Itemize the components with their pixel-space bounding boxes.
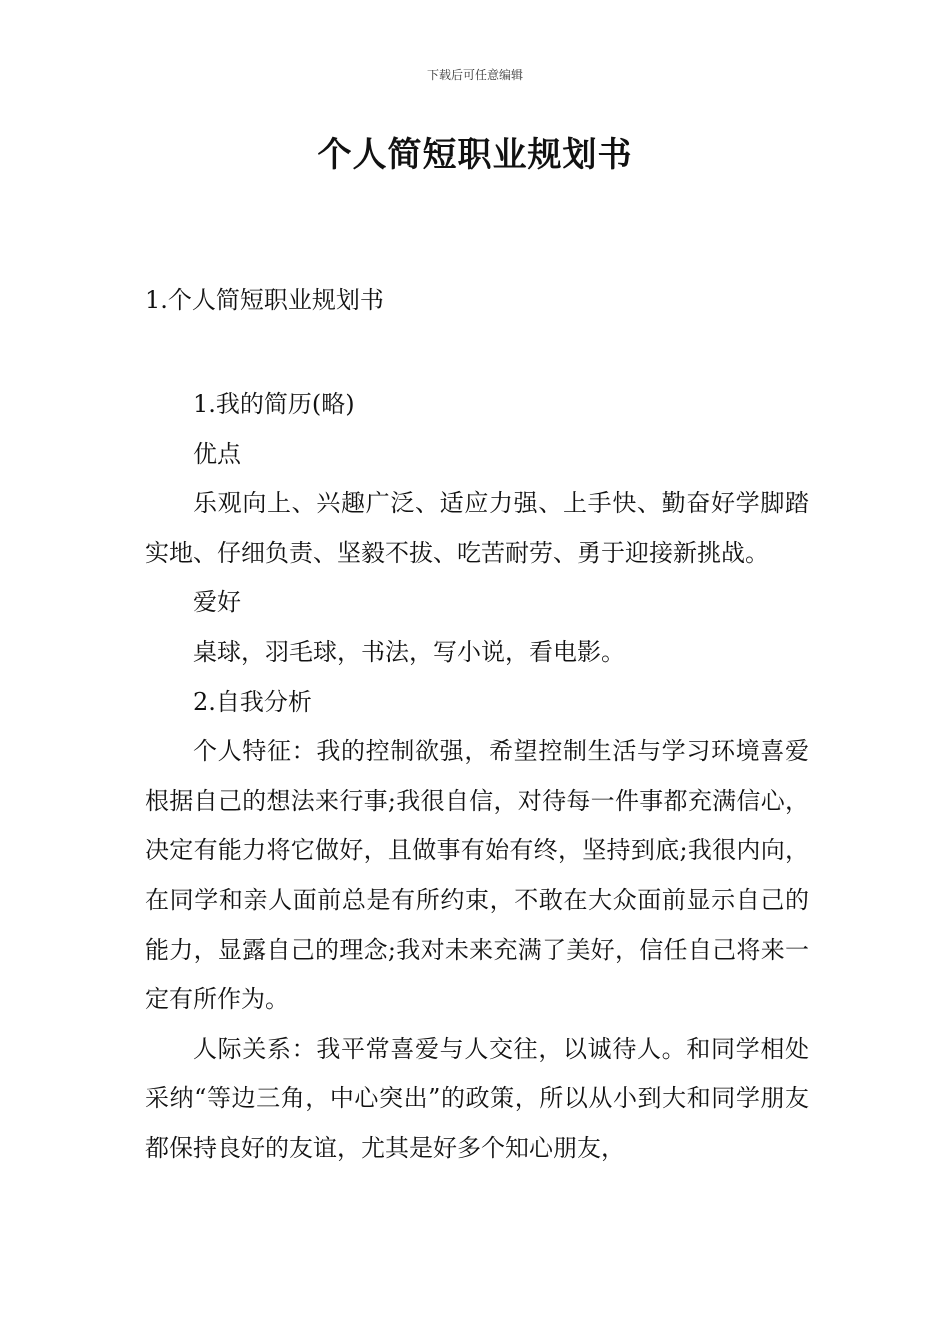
subheading-strengths: 优点: [193, 439, 241, 468]
subheading-self-analysis: 2.自我分析: [193, 687, 312, 716]
document-body: [145, 380, 809, 1174]
subheading-resume: 1.我的简历(略): [193, 390, 355, 418]
paragraph-relationships: 人际关系：我平常喜爱与人交往，以诚待人。和同学相处采纳“等边三角，中心突出”的政策，所以从小到大和同学朋友都保持良好的友谊，尤其是好多个知心朋友，: [145, 1034, 809, 1162]
paragraph-strengths: 乐观向上、兴趣广泛、适应力强、上手快、勤奋好学脚踏实地、仔细负责、坚毅不拔、吃苦耐劳、勇于迎接新挑战。: [145, 489, 809, 567]
document-title: 个人简短职业规划书: [317, 135, 633, 175]
subheading-hobbies: 爱好: [193, 588, 241, 617]
paragraph-hobbies: 桌球，羽毛球，书法，写小说，看电影。: [193, 637, 625, 666]
paragraph-personal-traits: 个人特征：我的控制欲强，希望控制生活与学习环境喜爱根据自己的想法来行事;我很自信，对待每一件事都充满信心，决定有能力将它做好，且做事有始有终，坚持到底;我很内向，在同学和亲人面前总是有所约束，不敢在大众面前显示自己的能力，显露自己的理念;我对未来充满了美好，信任自己将来一定有所作为。: [145, 737, 809, 1014]
section-heading: 1.个人简短职业规划书: [145, 286, 384, 314]
header-note: 下载后可任意编辑: [426, 68, 523, 82]
